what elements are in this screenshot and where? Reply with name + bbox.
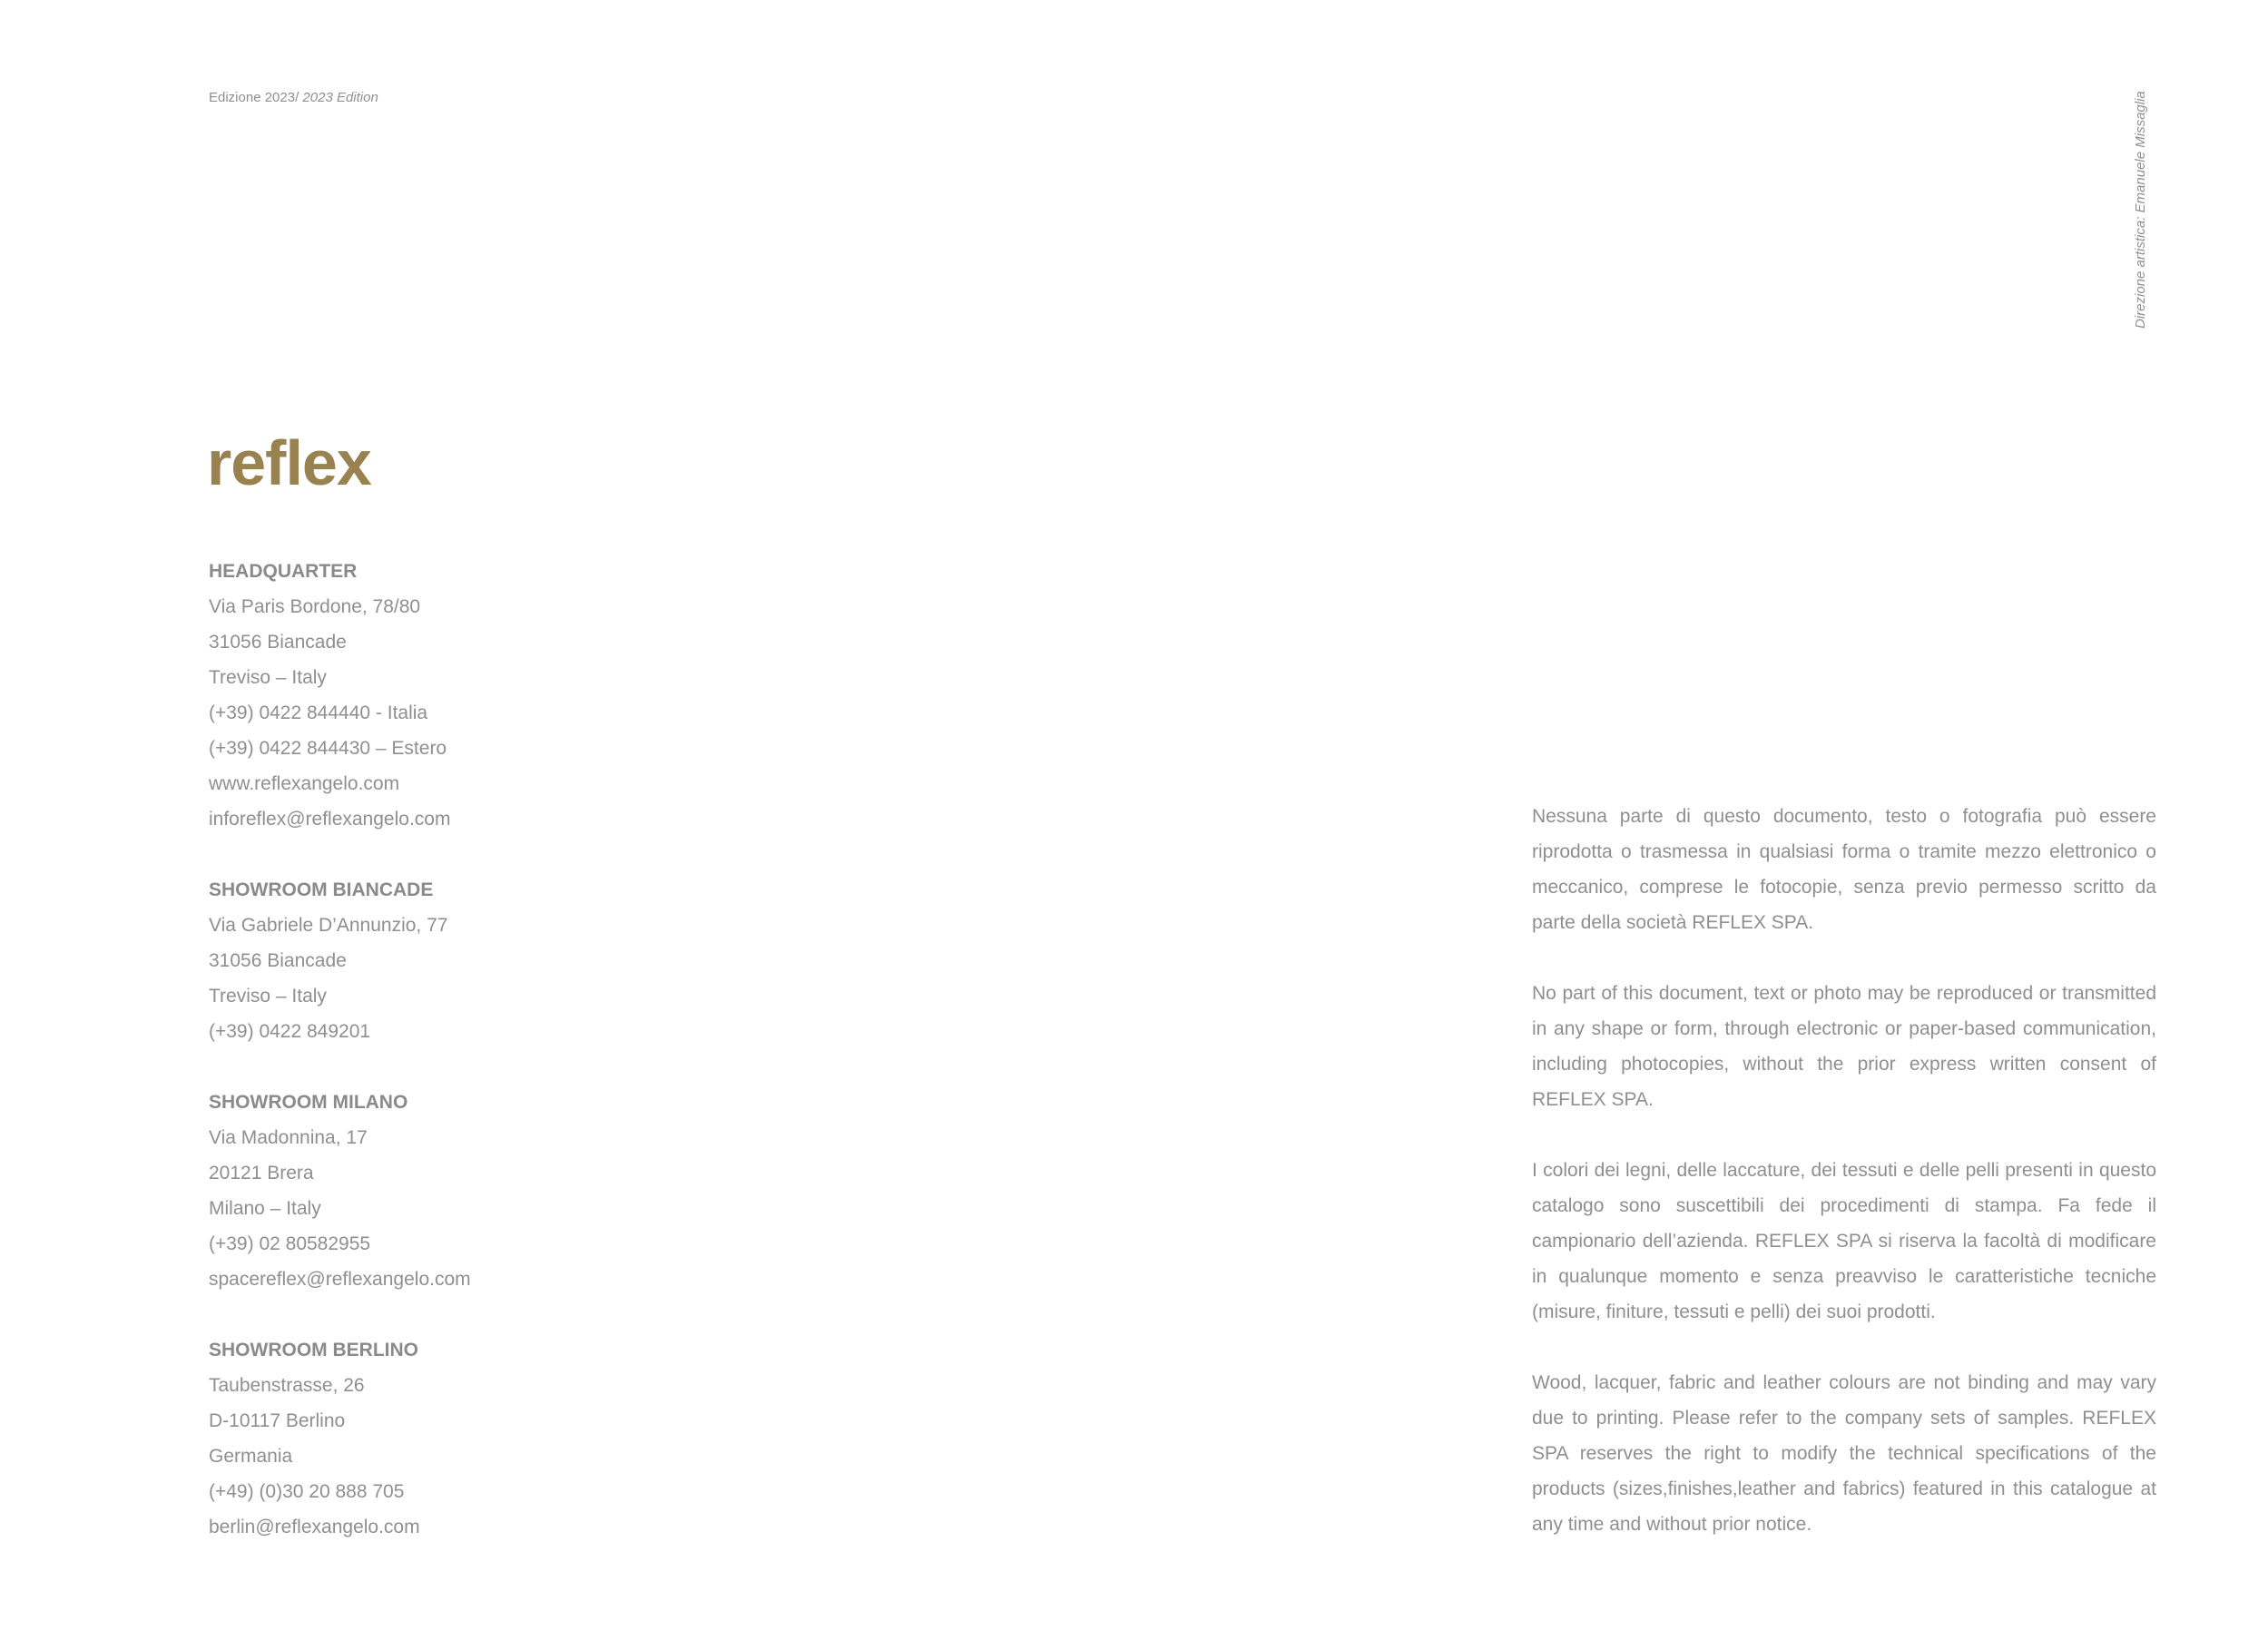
email-line: berlin@reflexangelo.com	[209, 1517, 420, 1537]
contact-block-headquarter	[209, 554, 753, 837]
phone-line: (+39) 0422 844430 – Estero	[209, 738, 447, 759]
city-line: Treviso – Italy	[209, 986, 327, 1007]
city-line: Milano – Italy	[209, 1198, 321, 1219]
edition-en: 2023 Edition	[302, 90, 378, 105]
website-line: www.reflexangelo.com	[209, 773, 400, 794]
legal-notice	[1532, 799, 2156, 1577]
city-line: Treviso – Italy	[209, 667, 327, 688]
address-line: Via Paris Bordone, 78/80	[209, 596, 421, 617]
legal-paragraph-it-copyright: Nessuna parte di questo documento, testo o fotografia può essere riprodotta o trasmessa in qualsiasi forma o tramite mezzo elettronico o meccanico, comprese le fotocopie, senza previo permesso scritto da parte della società REFLEX SPA.	[1532, 806, 2156, 933]
country-line: Germania	[209, 1446, 293, 1467]
phone-line: (+39) 02 80582955	[209, 1233, 371, 1254]
contact-block-showroom-biancade	[209, 872, 753, 1049]
contact-block-title: SHOWROOM BIANCADE	[209, 879, 434, 900]
contact-block-title: HEADQUARTER	[209, 561, 358, 582]
phone-line: (+39) 0422 849201	[209, 1021, 371, 1042]
postal-code-line: 20121 Brera	[209, 1163, 314, 1183]
address-line: Via Madonnina, 17	[209, 1127, 368, 1148]
legal-paragraph-it-colours: I colori dei legni, delle laccature, dei tessuti e delle pelli presenti in questo catalogo sono suscettibili dei procedimenti di stampa. Fa fede il campionario dell’azienda. REFLEX SPA si riserva la facoltà di modificare in qualunque momento e senza preavviso le caratteristiche tecniche (misure, finiture, tessuti e pelli) dei suoi prodotti.	[1532, 1160, 2156, 1322]
contact-block-title: SHOWROOM BERLINO	[209, 1340, 418, 1360]
legal-paragraph-en-copyright: No part of this document, text or photo may be reproduced or transmitted in any shape or form, through electronic or paper-based communication, including photocopies, without the prior express written consent of REFLEX SPA.	[1532, 983, 2156, 1110]
postal-code-line: 31056 Biancade	[209, 632, 347, 653]
address-line: Taubenstrasse, 26	[209, 1375, 365, 1396]
contact-block-showroom-berlino	[209, 1332, 753, 1545]
legal-paragraph-en-colours: Wood, lacquer, fabric and leather colours are not binding and may vary due to printing. Please refer to the company sets of samples. REFLEX SPA reserves the right to modify the technical specifications of the products (sizes,finishes,leather and fabrics) featured in this catalogue at any time and without prior notice.	[1532, 1372, 2156, 1535]
email-line: spacereflex@reflexangelo.com	[209, 1269, 471, 1290]
phone-line: (+49) (0)30 20 888 705	[209, 1481, 405, 1502]
phone-line: (+39) 0422 844440 - Italia	[209, 702, 428, 723]
edition-label	[209, 89, 378, 107]
art-direction-credit: Direzione artistica: Emanuele Missaglia	[2133, 91, 2148, 329]
postal-code-line: 31056 Biancade	[209, 950, 347, 971]
contact-block-showroom-milano	[209, 1085, 753, 1297]
postal-code-line: D-10117 Berlino	[209, 1410, 346, 1431]
address-line: Via Gabriele D’Annunzio, 77	[209, 915, 448, 936]
contact-block-title: SHOWROOM MILANO	[209, 1092, 408, 1113]
edition-it: Edizione 2023/	[209, 90, 299, 105]
contacts-column	[209, 554, 753, 1580]
brand-logo: reflex	[207, 427, 371, 498]
email-line: inforeflex@reflexangelo.com	[209, 809, 451, 830]
